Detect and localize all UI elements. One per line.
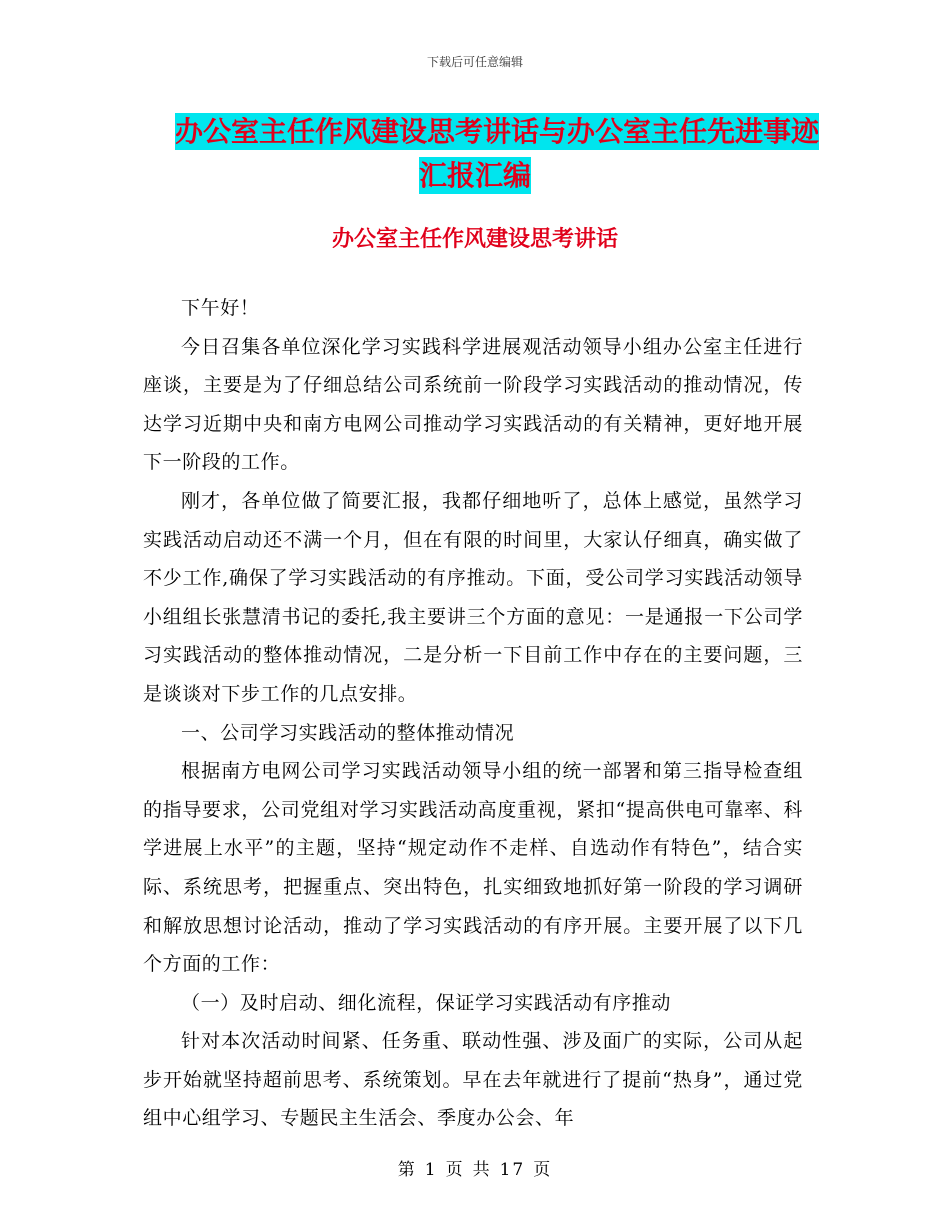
- page-footer: [0, 1155, 950, 1180]
- heading-level-1: 一、公司学习实践活动的整体推动情况: [181, 721, 515, 744]
- footer-page-unit: 页: [445, 1160, 465, 1180]
- paragraph: 根据南方电网公司学习实践活动领导小组的统一部署和第三指导检查组的指导要求，公司党组对学习实践活动高度重视，紧扣“提高供电可靠率、科学进展上水平”的主题，坚持“规定动作不走样、自选动作有特色”，结合实际、系统思考，把握重点、突出特色，扎实细致地抓好第一阶段的学习调研和解放思想讨论活动，推动了学习实践活动的有序开展。主要开展了以下几个方面的工作：: [143, 760, 803, 976]
- title-line-2: 汇报汇编: [418, 159, 531, 192]
- header-note: 下载后可任意编辑: [426, 55, 523, 69]
- title-line-1: 办公室主任作风建设思考讲话与办公室主任先进事迹: [174, 115, 819, 148]
- section-title: 办公室主任作风建设思考讲话: [331, 227, 618, 252]
- footer-total-unit: 页: [533, 1160, 553, 1180]
- paragraph-greeting: 下午好！: [181, 297, 260, 319]
- paragraph: 针对本次活动时间紧、任务重、联动性强、涉及面广的实际，公司从起步开始就坚持超前思考、系统策划。早在去年就进行了提前“热身”，通过党组中心组学习、专题民主生活会、季度办公会、年: [143, 1030, 803, 1130]
- total-pages: 17: [499, 1160, 526, 1180]
- document-body: [143, 289, 803, 1138]
- footer-prefix: 第: [397, 1160, 417, 1180]
- page-number: 1: [424, 1160, 438, 1180]
- document-title: [0, 110, 950, 198]
- footer-total-prefix: 共: [472, 1160, 492, 1180]
- paragraph: 今日召集各单位深化学习实践科学进展观活动领导小组办公室主任进行座谈，主要是为了仔细总结公司系统前一阶段学习实践活动的推动情况，传达学习近期中央和南方电网公司推动学习实践活动的有关精神，更好地开展下一阶段的工作。: [143, 335, 803, 474]
- paragraph: 刚才，各单位做了简要汇报，我都仔细地听了，总体上感觉，虽然学习实践活动启动还不满一个月，但在有限的时间里，大家认仔细真，确实做了不少工作,确保了学习实践活动的有序推动。下面，受公司学习实践活动领导小组组长张慧清书记的委托,我主要讲三个方面的意见：一是通报一下公司学习实践活动的整体推动情况，二是分析一下目前工作中存在的主要问题，三是谈谈对下步工作的几点安排。: [143, 489, 803, 705]
- heading-level-2: （一）及时启动、细化流程，保证学习实践活动有序推动: [181, 991, 672, 1014]
